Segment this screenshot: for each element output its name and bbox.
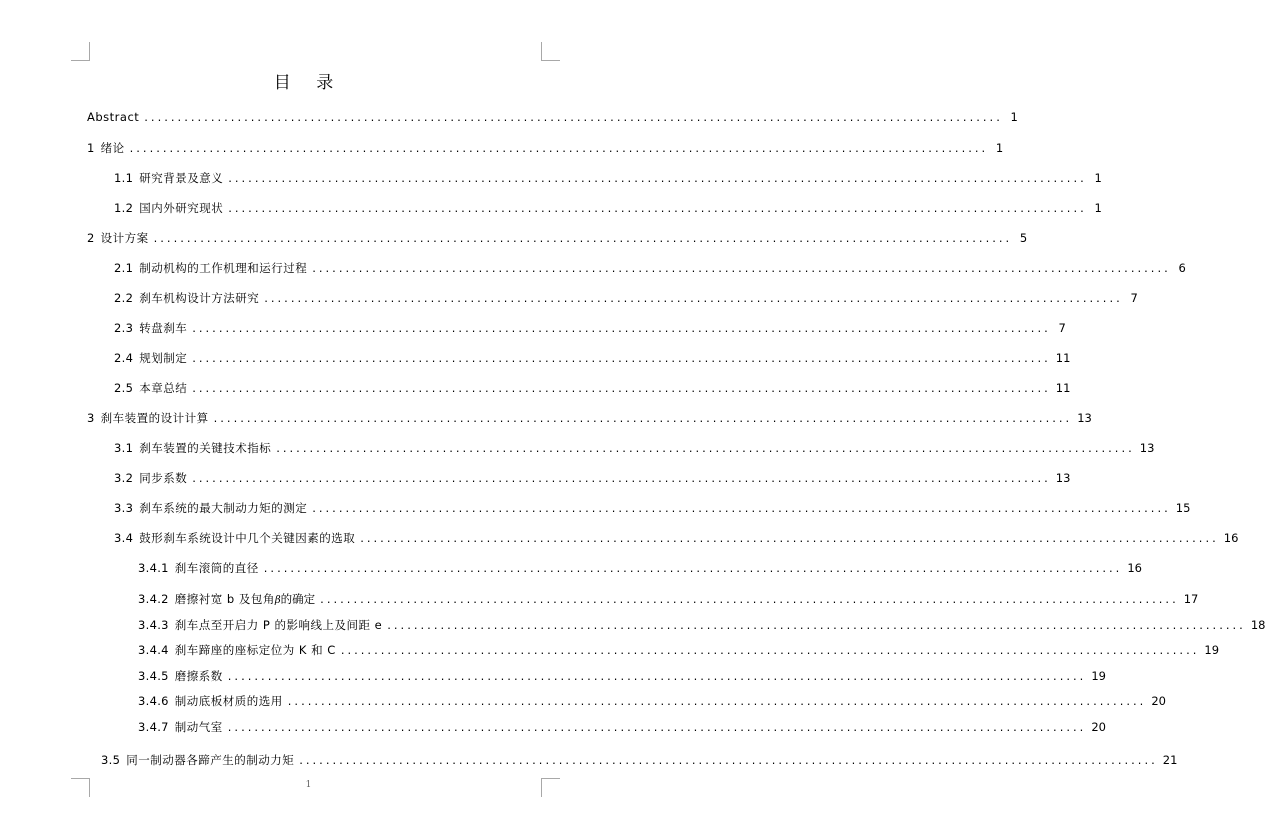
- toc-entry[interactable]: [138, 642, 1220, 658]
- toc-entry-number: 3.4.1: [138, 561, 169, 575]
- toc-leader-dots: .................................................................................................................................: [192, 351, 1051, 365]
- toc-entry-page: 20: [1151, 694, 1166, 708]
- toc-leader-dots: .................................................................................................................................: [276, 441, 1135, 455]
- toc-leader-dots: .................................................................................................................................: [228, 201, 1087, 215]
- toc-entry-page: 18: [1250, 618, 1265, 632]
- toc-entry-number: 2.1: [114, 261, 134, 275]
- toc-entry-number: 3.5: [101, 753, 121, 767]
- toc-entry-page: 17: [1183, 592, 1199, 606]
- toc-entry-text: 同步系数: [139, 471, 188, 485]
- toc-entry-number: 3.4.6: [138, 694, 169, 708]
- toc-leader-dots: .................................................................................................................................: [192, 381, 1051, 395]
- toc-entry-text: 刹车装置的关键技术指标: [139, 441, 272, 455]
- toc-entry-number: 3.2: [114, 471, 134, 485]
- toc-entry[interactable]: [114, 260, 1186, 276]
- toc-leader-dots: .................................................................................................................................: [153, 231, 1013, 245]
- toc-entry-text: 转盘刹车: [139, 321, 188, 335]
- toc-entry[interactable]: [138, 591, 1199, 607]
- toc-entry[interactable]: [101, 752, 1178, 768]
- toc-entry-text: 同一制动器各蹄产生的制动力矩: [126, 753, 295, 767]
- toc-entry[interactable]: [138, 719, 1106, 735]
- toc-entry-page: 13: [1055, 471, 1071, 485]
- toc-entry-number: 1: [87, 141, 95, 155]
- toc-leader-dots: .................................................................................................................................: [312, 501, 1171, 515]
- toc-entry-text: 绪论: [100, 141, 125, 155]
- toc-entry-text: 刹车蹄座的座标定位为 K 和 C: [174, 643, 336, 657]
- toc-entry-page: 19: [1204, 643, 1220, 657]
- toc-entry-page: 6: [1178, 261, 1186, 275]
- toc-entry-page: 7: [1058, 321, 1066, 335]
- toc-entry-page: 1: [1094, 201, 1102, 215]
- toc-entry-page: 19: [1091, 669, 1106, 683]
- toc-entry-number: 3.1: [114, 441, 134, 455]
- toc-entry[interactable]: [138, 617, 1265, 633]
- toc-entry-number: 3.3: [114, 501, 134, 515]
- toc-entry[interactable]: [114, 470, 1071, 486]
- toc-entry[interactable]: [114, 500, 1191, 516]
- toc-entry-text: 制动气室: [174, 720, 223, 734]
- toc-entry-text: 磨擦衬宽 b 及包角: [174, 592, 275, 606]
- toc-entry[interactable]: [114, 320, 1066, 336]
- toc-leader-dots: .................................................................................................................................: [213, 411, 1073, 425]
- toc-leader-dots: .................................................................................................................................: [299, 753, 1158, 767]
- toc-entry[interactable]: [87, 110, 1018, 124]
- toc-entry-number: 3.4.4: [138, 643, 169, 657]
- page-corner-mark-top-right: [541, 42, 560, 61]
- toc-entry-text: Abstract: [87, 110, 140, 124]
- toc-entry-number: 1.2: [114, 201, 134, 215]
- toc-entry-text: 刹车系统的最大制动力矩的测定: [139, 501, 308, 515]
- toc-entry-text: 研究背景及意义: [139, 171, 224, 185]
- toc-entry-text: 刹车机构设计方法研究: [139, 291, 260, 305]
- toc-entry-number: 3.4.5: [138, 669, 169, 683]
- toc-entry[interactable]: [138, 560, 1142, 576]
- toc-entry[interactable]: [114, 530, 1239, 546]
- toc-leader-dots: .................................................................................................................................: [227, 669, 1087, 683]
- toc-entry-number: 2.2: [114, 291, 134, 305]
- toc-entry-page: 16: [1127, 561, 1142, 575]
- toc-entry[interactable]: [87, 140, 1004, 156]
- toc-entry-text: 制动机构的工作机理和运行过程: [139, 261, 308, 275]
- toc-entry-page: 1: [995, 141, 1004, 155]
- toc-leader-dots: .................................................................................................................................: [312, 261, 1171, 275]
- toc-entry-page: 11: [1055, 351, 1071, 365]
- toc-leader-dots: .................................................................................................................................: [264, 291, 1123, 305]
- toc-leader-dots: .................................................................................................................................: [192, 321, 1051, 335]
- toc-entry-page: 5: [1019, 231, 1028, 245]
- toc-entry[interactable]: [114, 440, 1155, 456]
- toc-entry-text: 国内外研究现状: [139, 201, 224, 215]
- toc-leader-dots: .................................................................................................................................: [192, 471, 1051, 485]
- toc-entry-text: 刹车装置的设计计算: [100, 411, 209, 425]
- toc-entry-number: 2.4: [114, 351, 134, 365]
- toc-entry-text: 制动底板材质的选用: [174, 694, 283, 708]
- toc-entry[interactable]: [114, 200, 1102, 216]
- toc-entry-page: 1: [1010, 110, 1018, 124]
- toc-entry-page: 15: [1175, 501, 1191, 515]
- toc-leader-dots: .................................................................................................................................: [129, 141, 989, 155]
- toc-leader-dots: .................................................................................................................................: [387, 618, 1246, 632]
- toc-entry[interactable]: [114, 350, 1071, 366]
- beta-symbol: β: [274, 595, 281, 606]
- toc-entry-text: 规划制定: [139, 351, 188, 365]
- toc-entry[interactable]: [87, 230, 1028, 246]
- toc-leader-dots: .................................................................................................................................: [144, 110, 1003, 124]
- toc-entry-page: 1: [1094, 171, 1102, 185]
- toc-entry[interactable]: [114, 170, 1102, 186]
- toc-entry-number: 2: [87, 231, 95, 245]
- page-corner-mark-top-left: [71, 42, 90, 61]
- toc-entry-page: 13: [1077, 411, 1092, 425]
- toc-entry-text: 刹车点至开启力 P 的影响线上及间距 e: [174, 618, 383, 632]
- toc-entry-page: 11: [1055, 381, 1071, 395]
- toc-leader-dots: .................................................................................................................................: [320, 592, 1179, 606]
- toc-entry-number: 2.3: [114, 321, 134, 335]
- toc-leader-dots: .................................................................................................................................: [360, 531, 1219, 545]
- toc-entry[interactable]: [114, 380, 1071, 396]
- toc-entry[interactable]: [138, 693, 1166, 709]
- toc-entry-number: 3: [87, 411, 95, 425]
- toc-leader-dots: .................................................................................................................................: [228, 171, 1087, 185]
- toc-entry[interactable]: [87, 410, 1092, 426]
- toc-entry-number: 2.5: [114, 381, 134, 395]
- toc-title: 目 录: [273, 73, 344, 93]
- toc-entry-number: 3.4.2: [138, 592, 169, 606]
- toc-entry-text: 刹车滚筒的直径: [174, 561, 259, 575]
- toc-leader-dots: .................................................................................................................................: [340, 643, 1200, 657]
- toc-entry-text: 设计方案: [100, 231, 149, 245]
- toc-entry-text-suffix: 的确定: [280, 592, 316, 606]
- toc-entry-text: 本章总结: [139, 381, 188, 395]
- toc-entry-number: 3.4: [114, 531, 134, 545]
- toc-entry[interactable]: [114, 290, 1138, 306]
- toc-leader-dots: .................................................................................................................................: [227, 720, 1087, 734]
- toc-entry-text: 磨擦系数: [174, 669, 223, 683]
- toc-entry-page: 13: [1139, 441, 1155, 455]
- toc-leader-dots: .................................................................................................................................: [287, 694, 1147, 708]
- toc-entry-number: 3.4.3: [138, 618, 169, 632]
- toc-entry-number: 3.4.7: [138, 720, 169, 734]
- toc-entry-page: 21: [1162, 753, 1178, 767]
- footer-page-number: 1: [305, 780, 312, 790]
- toc-entry-text: 鼓形刹车系统设计中几个关键因素的选取: [139, 531, 356, 545]
- toc-entry-page: 7: [1130, 291, 1138, 305]
- toc-entry-page: 20: [1091, 720, 1106, 734]
- toc-entry[interactable]: [138, 668, 1106, 684]
- toc-leader-dots: .................................................................................................................................: [263, 561, 1123, 575]
- toc-entry-page: 16: [1223, 531, 1239, 545]
- toc-entry-number: 1.1: [114, 171, 134, 185]
